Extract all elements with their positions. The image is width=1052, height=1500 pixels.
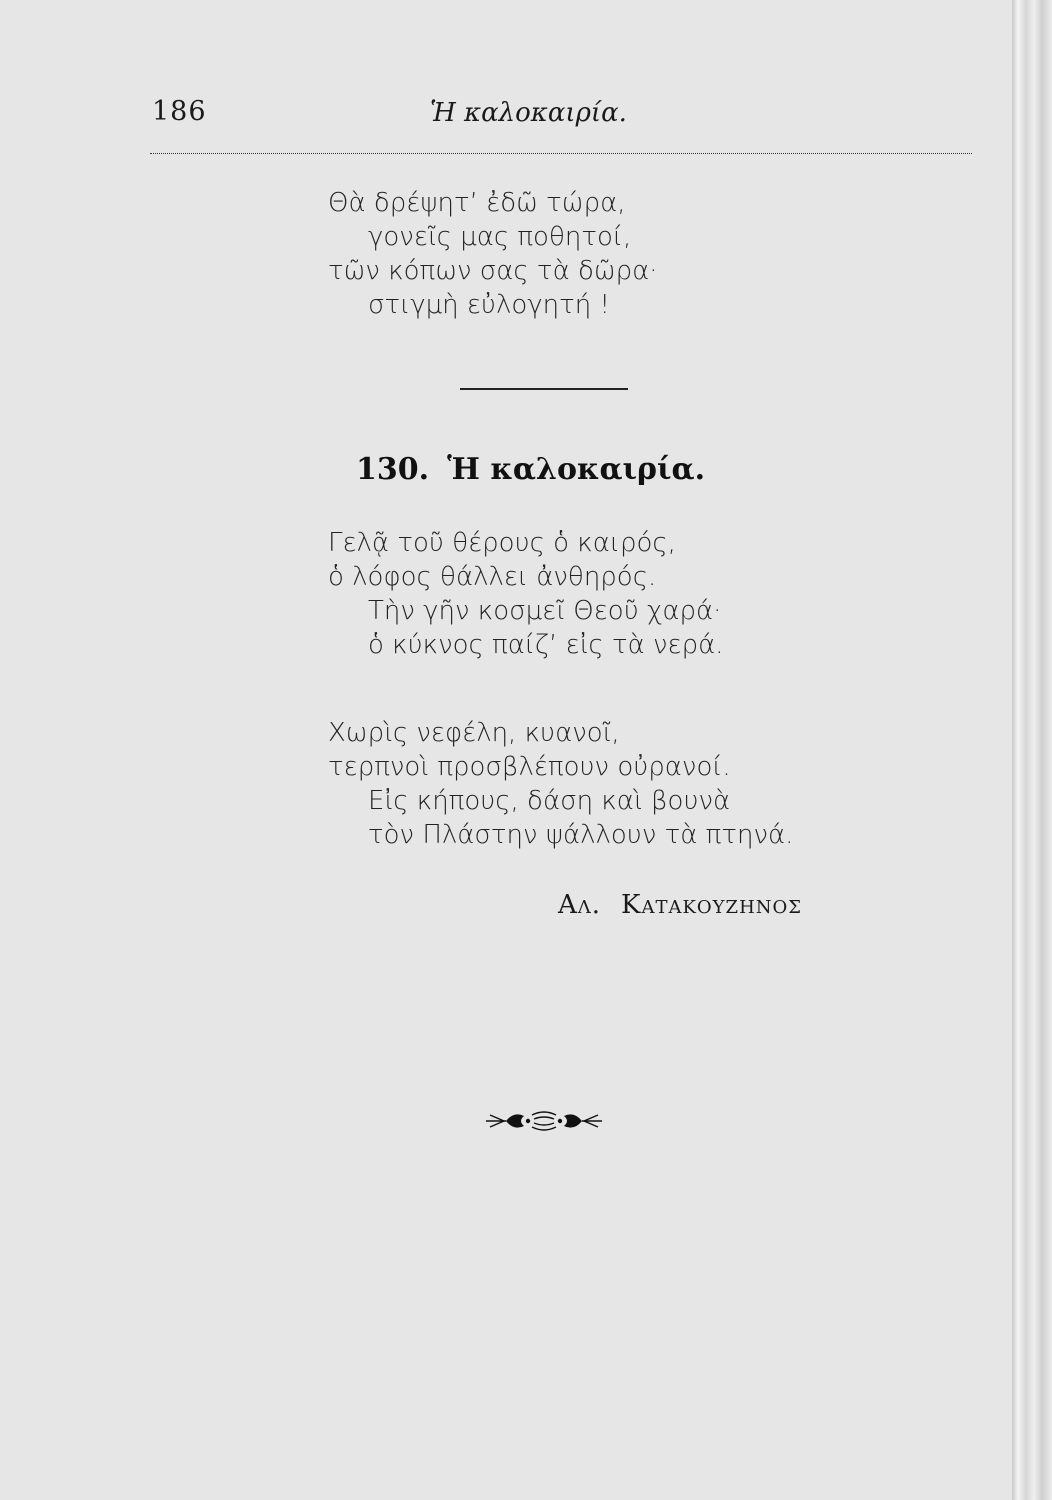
- stanza-previous-poem-end: [328, 186, 658, 322]
- header-divider: [150, 153, 972, 154]
- running-title: Ἡ καλοκαιρία.: [430, 98, 627, 128]
- stanza-2: [328, 716, 793, 852]
- section-separator-rule: [460, 388, 628, 390]
- book-page-edge: [1012, 0, 1052, 1500]
- verse-line: τὸν Πλάστην ψάλλουν τὰ πτηνά.: [368, 820, 794, 850]
- poem-title: Ἡ καλοκαιρία.: [447, 452, 706, 487]
- verse-line: γονεῖς μας ποθητοί,: [368, 222, 632, 252]
- author-initial: Αλ.: [558, 890, 602, 920]
- verse-line: τῶν κόπων σας τὰ δῶρα·: [328, 256, 658, 286]
- verse-line: Χωρὶς νεφέλη, κυανοῖ,: [328, 718, 620, 748]
- author-signature: [558, 890, 802, 920]
- stanza-1: [328, 526, 724, 662]
- verse-line: Εἰς κήπους, δάση καὶ βουνὰ: [368, 786, 731, 816]
- verse-line: Γελᾷ τοῦ θέρους ὁ καιρός,: [328, 528, 676, 558]
- fleuron-ornament-icon: [484, 1106, 604, 1136]
- verse-line: στιγμὴ εὐλογητή !: [368, 290, 610, 320]
- verse-line: Θὰ δρέψητ’ ἐδῶ τώρα,: [328, 188, 626, 218]
- verse-line: Τὴν γῆν κοσμεῖ Θεοῦ χαρά·: [368, 596, 722, 626]
- verse-line: ὁ κύκνος παίζ’ εἰς τὰ νερά.: [368, 630, 724, 660]
- author-surname: Κατακουζηνος: [621, 890, 802, 920]
- page-number: 186: [152, 96, 207, 127]
- poem-heading: [356, 452, 705, 487]
- verse-line: ὁ λόφος θάλλει ἀνθηρός.: [328, 562, 657, 592]
- poem-number: 130.: [356, 452, 430, 487]
- verse-line: τερπνοὶ προσβλέπουν οὐρανοί.: [328, 752, 731, 782]
